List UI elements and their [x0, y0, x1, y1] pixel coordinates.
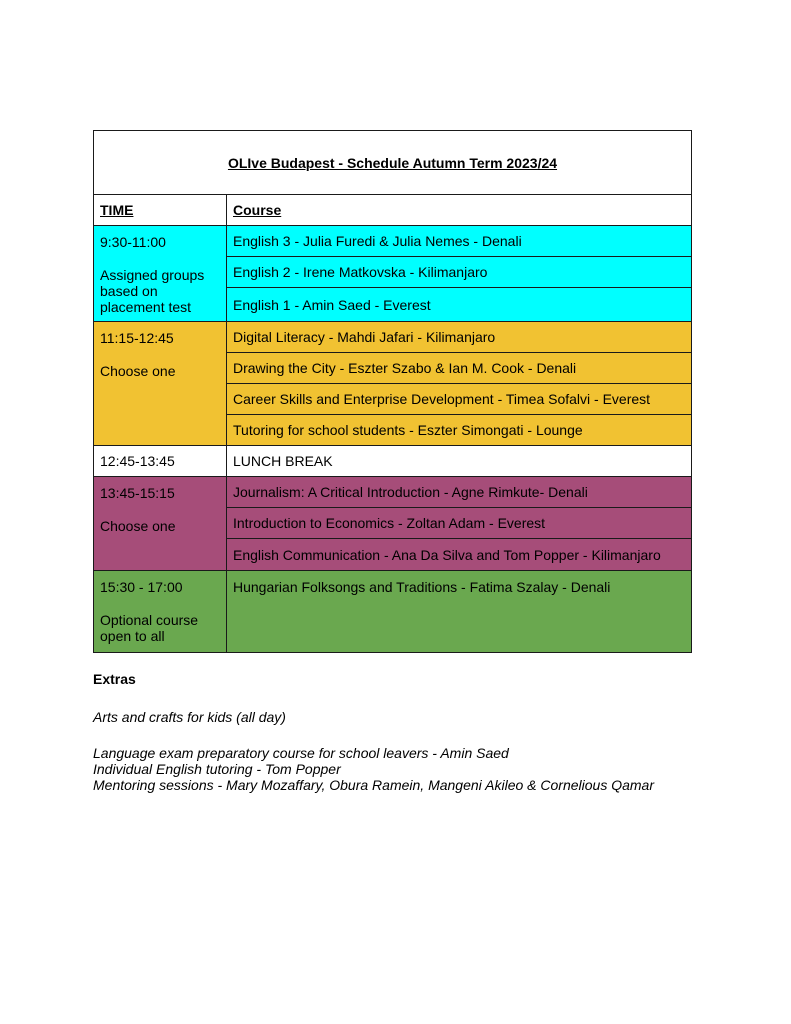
time-slot: 9:30-11:00 [100, 234, 166, 250]
course-cell: English 3 - Julia Furedi & Julia Nemes - Denali [227, 226, 692, 257]
title-row [94, 131, 692, 195]
time-note: Assigned groups based on placement test [100, 267, 205, 315]
course-cell: English 2 - Irene Matkovska - Kilimanjaro [227, 257, 692, 288]
table-row [94, 226, 692, 257]
extras-item: Arts and crafts for kids (all day) [93, 709, 286, 725]
course-cell: Career Skills and Enterprise Development - Timea Sofalvi - Everest [227, 384, 692, 415]
schedule-table [93, 130, 692, 653]
extras-item: Mentoring sessions - Mary Mozaffary, Obura Ramein, Mangeni Akileo & Cornelious Qamar [93, 777, 654, 793]
time-slot: 15:30 - 17:00 [100, 579, 183, 595]
spacer [93, 725, 654, 745]
course-cell: LUNCH BREAK [227, 446, 692, 477]
table-row [94, 322, 692, 353]
course-cell: Digital Literacy - Mahdi Jafari - Kilimanjaro [227, 322, 692, 353]
extras-section [93, 671, 654, 793]
extras-heading: Extras [93, 671, 136, 687]
course-cell: Journalism: A Critical Introduction - Agne Rimkute- Denali [227, 477, 692, 508]
time-cell [94, 477, 227, 571]
extras-item: Individual English tutoring - Tom Popper [93, 761, 341, 777]
course-cell: Drawing the City - Eszter Szabo & Ian M. Cook - Denali [227, 353, 692, 384]
table-row [94, 446, 692, 477]
time-slot: 12:45-13:45 [94, 446, 227, 477]
course-cell: English Communication - Ana Da Silva and Tom Popper - Kilimanjaro [227, 539, 692, 571]
header-row [94, 195, 692, 226]
table-row [94, 477, 692, 508]
time-slot: 11:15-12:45 [100, 330, 174, 346]
course-cell: Tutoring for school students - Eszter Simongati - Lounge [227, 415, 692, 446]
time-cell [94, 571, 227, 653]
schedule-title: OLIve Budapest - Schedule Autumn Term 2023/24 [94, 131, 692, 195]
course-cell: Hungarian Folksongs and Traditions - Fatima Szalay - Denali [227, 571, 692, 653]
extras-item: Language exam preparatory course for school leavers - Amin Saed [93, 745, 509, 761]
table-row [94, 571, 692, 653]
time-note: Choose one [100, 363, 176, 379]
header-time: TIME [94, 195, 227, 226]
time-note: Choose one [100, 518, 176, 534]
time-note: Optional course open to all [100, 612, 199, 644]
time-cell [94, 322, 227, 446]
time-cell [94, 226, 227, 322]
time-slot: 13:45-15:15 [100, 485, 175, 501]
course-cell: English 1 - Amin Saed - Everest [227, 288, 692, 322]
course-cell: Introduction to Economics - Zoltan Adam - Everest [227, 508, 692, 539]
header-course: Course [227, 195, 692, 226]
